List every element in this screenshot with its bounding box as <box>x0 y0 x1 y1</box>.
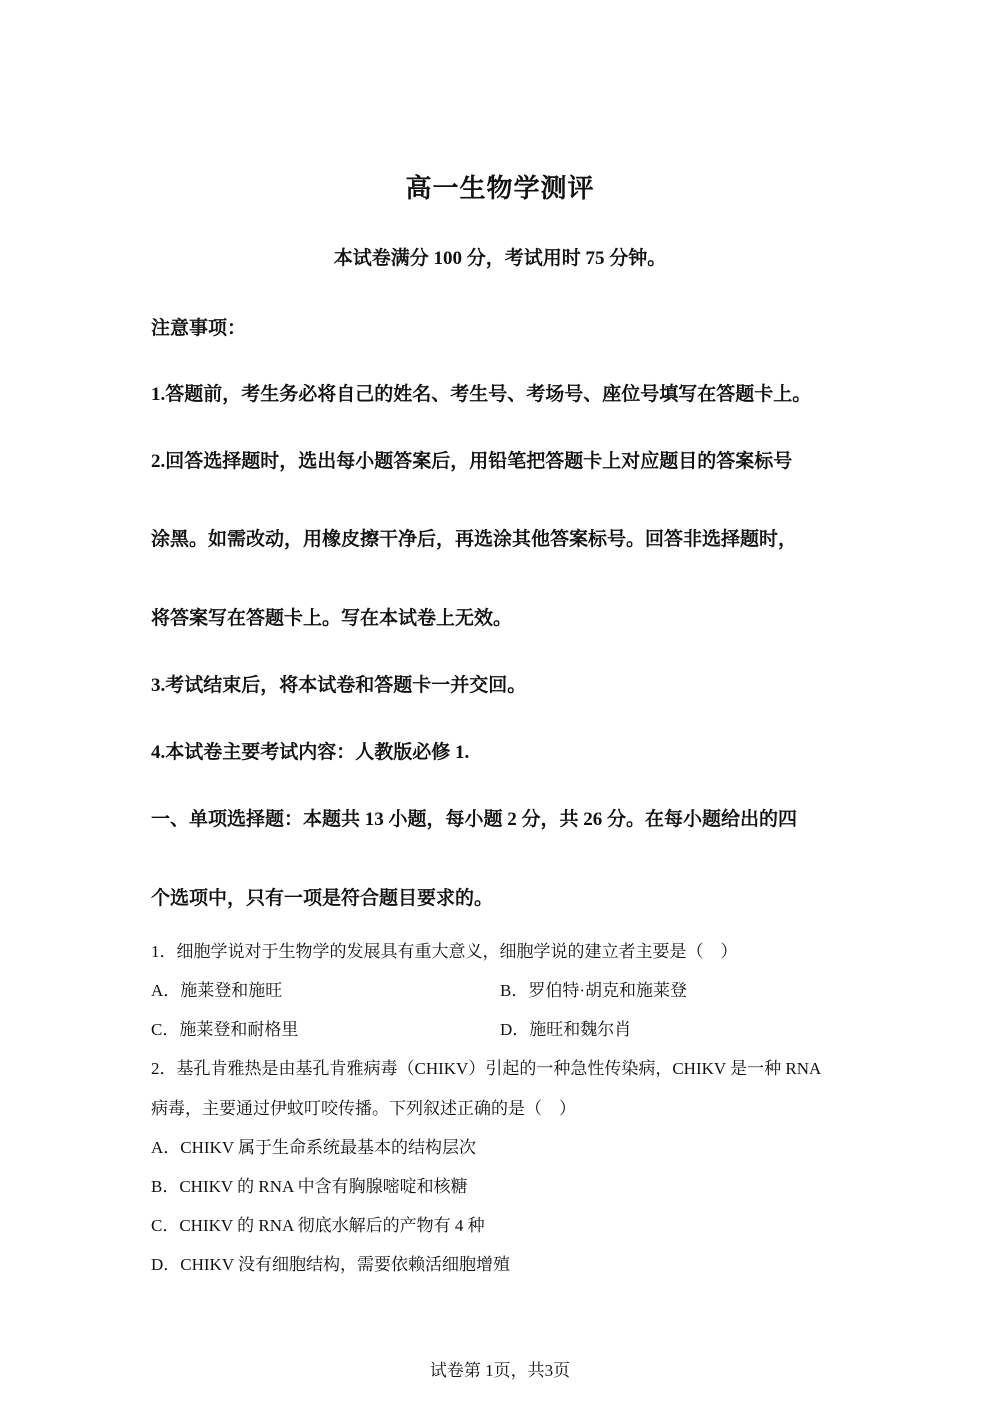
section-heading-line-2: 个选项中，只有一项是符合题目要求的。 <box>151 888 494 909</box>
note-line-1: 1.答题前，考生务必将自己的姓名、考生号、考场号、座位号填写在答题卡上。 <box>151 384 812 405</box>
question-2-option-b: B．CHIKV 的 RNA 中含有胸腺嘧啶和核糖 <box>151 1177 468 1196</box>
question-2-option-c: C．CHIKV 的 RNA 彻底水解后的产物有 4 种 <box>151 1216 485 1235</box>
note-line-6: 4.本试卷主要考试内容：人教版必修 1. <box>151 742 470 763</box>
section-heading-line-1: 一、单项选择题：本题共 13 小题，每小题 2 分，共 26 分。在每小题给出的四 <box>151 809 798 830</box>
question-2-stem-line-1: 2．基孔肯雅热是由基孔肯雅病毒（CHIKV）引起的一种急性传染病，CHIKV 是一种 RNA <box>151 1059 822 1078</box>
question-1-stem: 1．细胞学说对于生物学的发展具有重大意义，细胞学说的建立者主要是（ ） <box>151 942 738 961</box>
exam-title: 高一生物学测评 <box>405 174 595 203</box>
question-2-option-a: A．CHIKV 属于生命系统最基本的结构层次 <box>151 1138 477 1157</box>
notes-heading: 注意事项： <box>151 318 247 339</box>
exam-subtitle: 本试卷满分 100 分，考试用时 75 分钟。 <box>333 248 667 269</box>
question-1-option-a: A．施莱登和施旺 <box>151 981 283 1000</box>
question-1-option-c: C．施莱登和耐格里 <box>151 1020 299 1039</box>
question-2-option-d: D．CHIKV 没有细胞结构，需要依赖活细胞增殖 <box>151 1255 511 1274</box>
note-line-3: 涂黑。如需改动，用橡皮擦干净后，再选涂其他答案标号。回答非选择题时， <box>151 529 798 550</box>
question-1-option-b: B．罗伯特·胡克和施莱登 <box>500 981 687 1000</box>
note-line-5: 3.考试结束后，将本试卷和答题卡一并交回。 <box>151 675 527 696</box>
question-1-option-d: D．施旺和魏尔肖 <box>500 1020 632 1039</box>
page-footer: 试卷第 1页，共3页 <box>429 1361 571 1380</box>
question-2-stem-line-2: 病毒，主要通过伊蚊叮咬传播。下列叙述正确的是（ ） <box>151 1099 576 1118</box>
note-line-2: 2.回答选择题时，选出每小题答案后，用铅笔把答题卡上对应题目的答案标号 <box>151 451 793 472</box>
note-line-4: 将答案写在答题卡上。写在本试卷上无效。 <box>151 608 513 629</box>
